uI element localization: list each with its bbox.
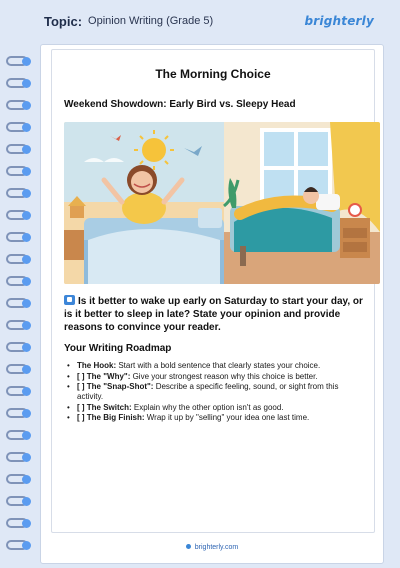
roadmap-item-text: Explain why the other option isn't as good.: [131, 402, 284, 412]
spiral-ring: [6, 276, 32, 286]
roadmap-item: [64, 403, 364, 413]
spiral-ring: [6, 298, 32, 308]
spiral-ring: [6, 540, 32, 550]
spiral-ring: [6, 518, 32, 528]
roadmap-title: Your Writing Roadmap: [64, 343, 172, 354]
worksheet-page: [40, 44, 384, 564]
sun-icon: [142, 138, 166, 162]
roadmap-item-text: Start with a bold sentence that clearly states your choice.: [116, 361, 321, 370]
spiral-ring: [6, 386, 32, 396]
notebook-spine: [0, 44, 40, 564]
writing-prompt-text: Is it better to wake up early on Saturday to start your day, or is it better to sleep in late? State your opinion and provide reasons to convince your reader.: [64, 296, 363, 333]
spiral-ring: [6, 100, 32, 110]
spiral-ring: [6, 408, 32, 418]
spiral-ring: [6, 188, 32, 198]
header-bar: [30, 8, 390, 34]
spiral-ring: [6, 342, 32, 352]
spiral-ring: [6, 166, 32, 176]
topic-label: Topic:: [44, 13, 83, 29]
roadmap-item: [64, 372, 364, 382]
roadmap-item: [64, 361, 364, 371]
morning-illustration: [64, 122, 380, 284]
spiral-ring: [6, 496, 32, 506]
roadmap-item-label: [ ] The Switch:: [77, 402, 132, 412]
roadmap-item-text: Wrap it up by "selling" your idea one last time.: [144, 413, 310, 422]
worksheet-title: The Morning Choice: [155, 67, 271, 81]
roadmap-item-label: The Hook:: [77, 361, 117, 370]
roadmap-item-label: [ ] The "Why":: [77, 371, 131, 381]
writing-prompt: [64, 295, 369, 334]
spiral-ring: [6, 430, 32, 440]
spiral-ring: [6, 232, 32, 242]
footer: [41, 544, 383, 551]
spiral-ring: [6, 122, 32, 132]
globe-icon: [186, 544, 191, 549]
roadmap-item: [64, 413, 364, 423]
spiral-ring: [6, 210, 32, 220]
roadmap-list: [64, 361, 364, 424]
spiral-ring: [6, 320, 32, 330]
spiral-ring: [6, 474, 32, 484]
roadmap-item-label: [ ] The Big Finish:: [77, 413, 145, 422]
person-board-icon: [64, 295, 75, 305]
roadmap-item-text: Describe a specific feeling, sound, or sight from this activity.: [77, 382, 339, 401]
roadmap-item-text: Give your strongest reason why this choice is better.: [130, 371, 318, 381]
illustration-svg: [64, 122, 380, 284]
brighterly-logo[interactable]: brighterly: [304, 14, 374, 28]
worksheet-frame: [51, 49, 375, 533]
spiral-ring: [6, 254, 32, 264]
spiral-ring: [6, 452, 32, 462]
roadmap-item-label: [ ] The "Snap-Shot":: [77, 382, 154, 391]
spiral-ring: [6, 364, 32, 374]
roadmap-item: [64, 382, 364, 402]
spiral-ring: [6, 78, 32, 88]
worksheet-subtitle: Weekend Showdown: Early Bird vs. Sleepy Head: [64, 99, 296, 110]
topic-value: Opinion Writing (Grade 5): [88, 15, 214, 27]
spiral-ring: [6, 144, 32, 154]
spiral-ring: [6, 56, 32, 66]
footer-link[interactable]: brighterly.com: [194, 544, 239, 551]
